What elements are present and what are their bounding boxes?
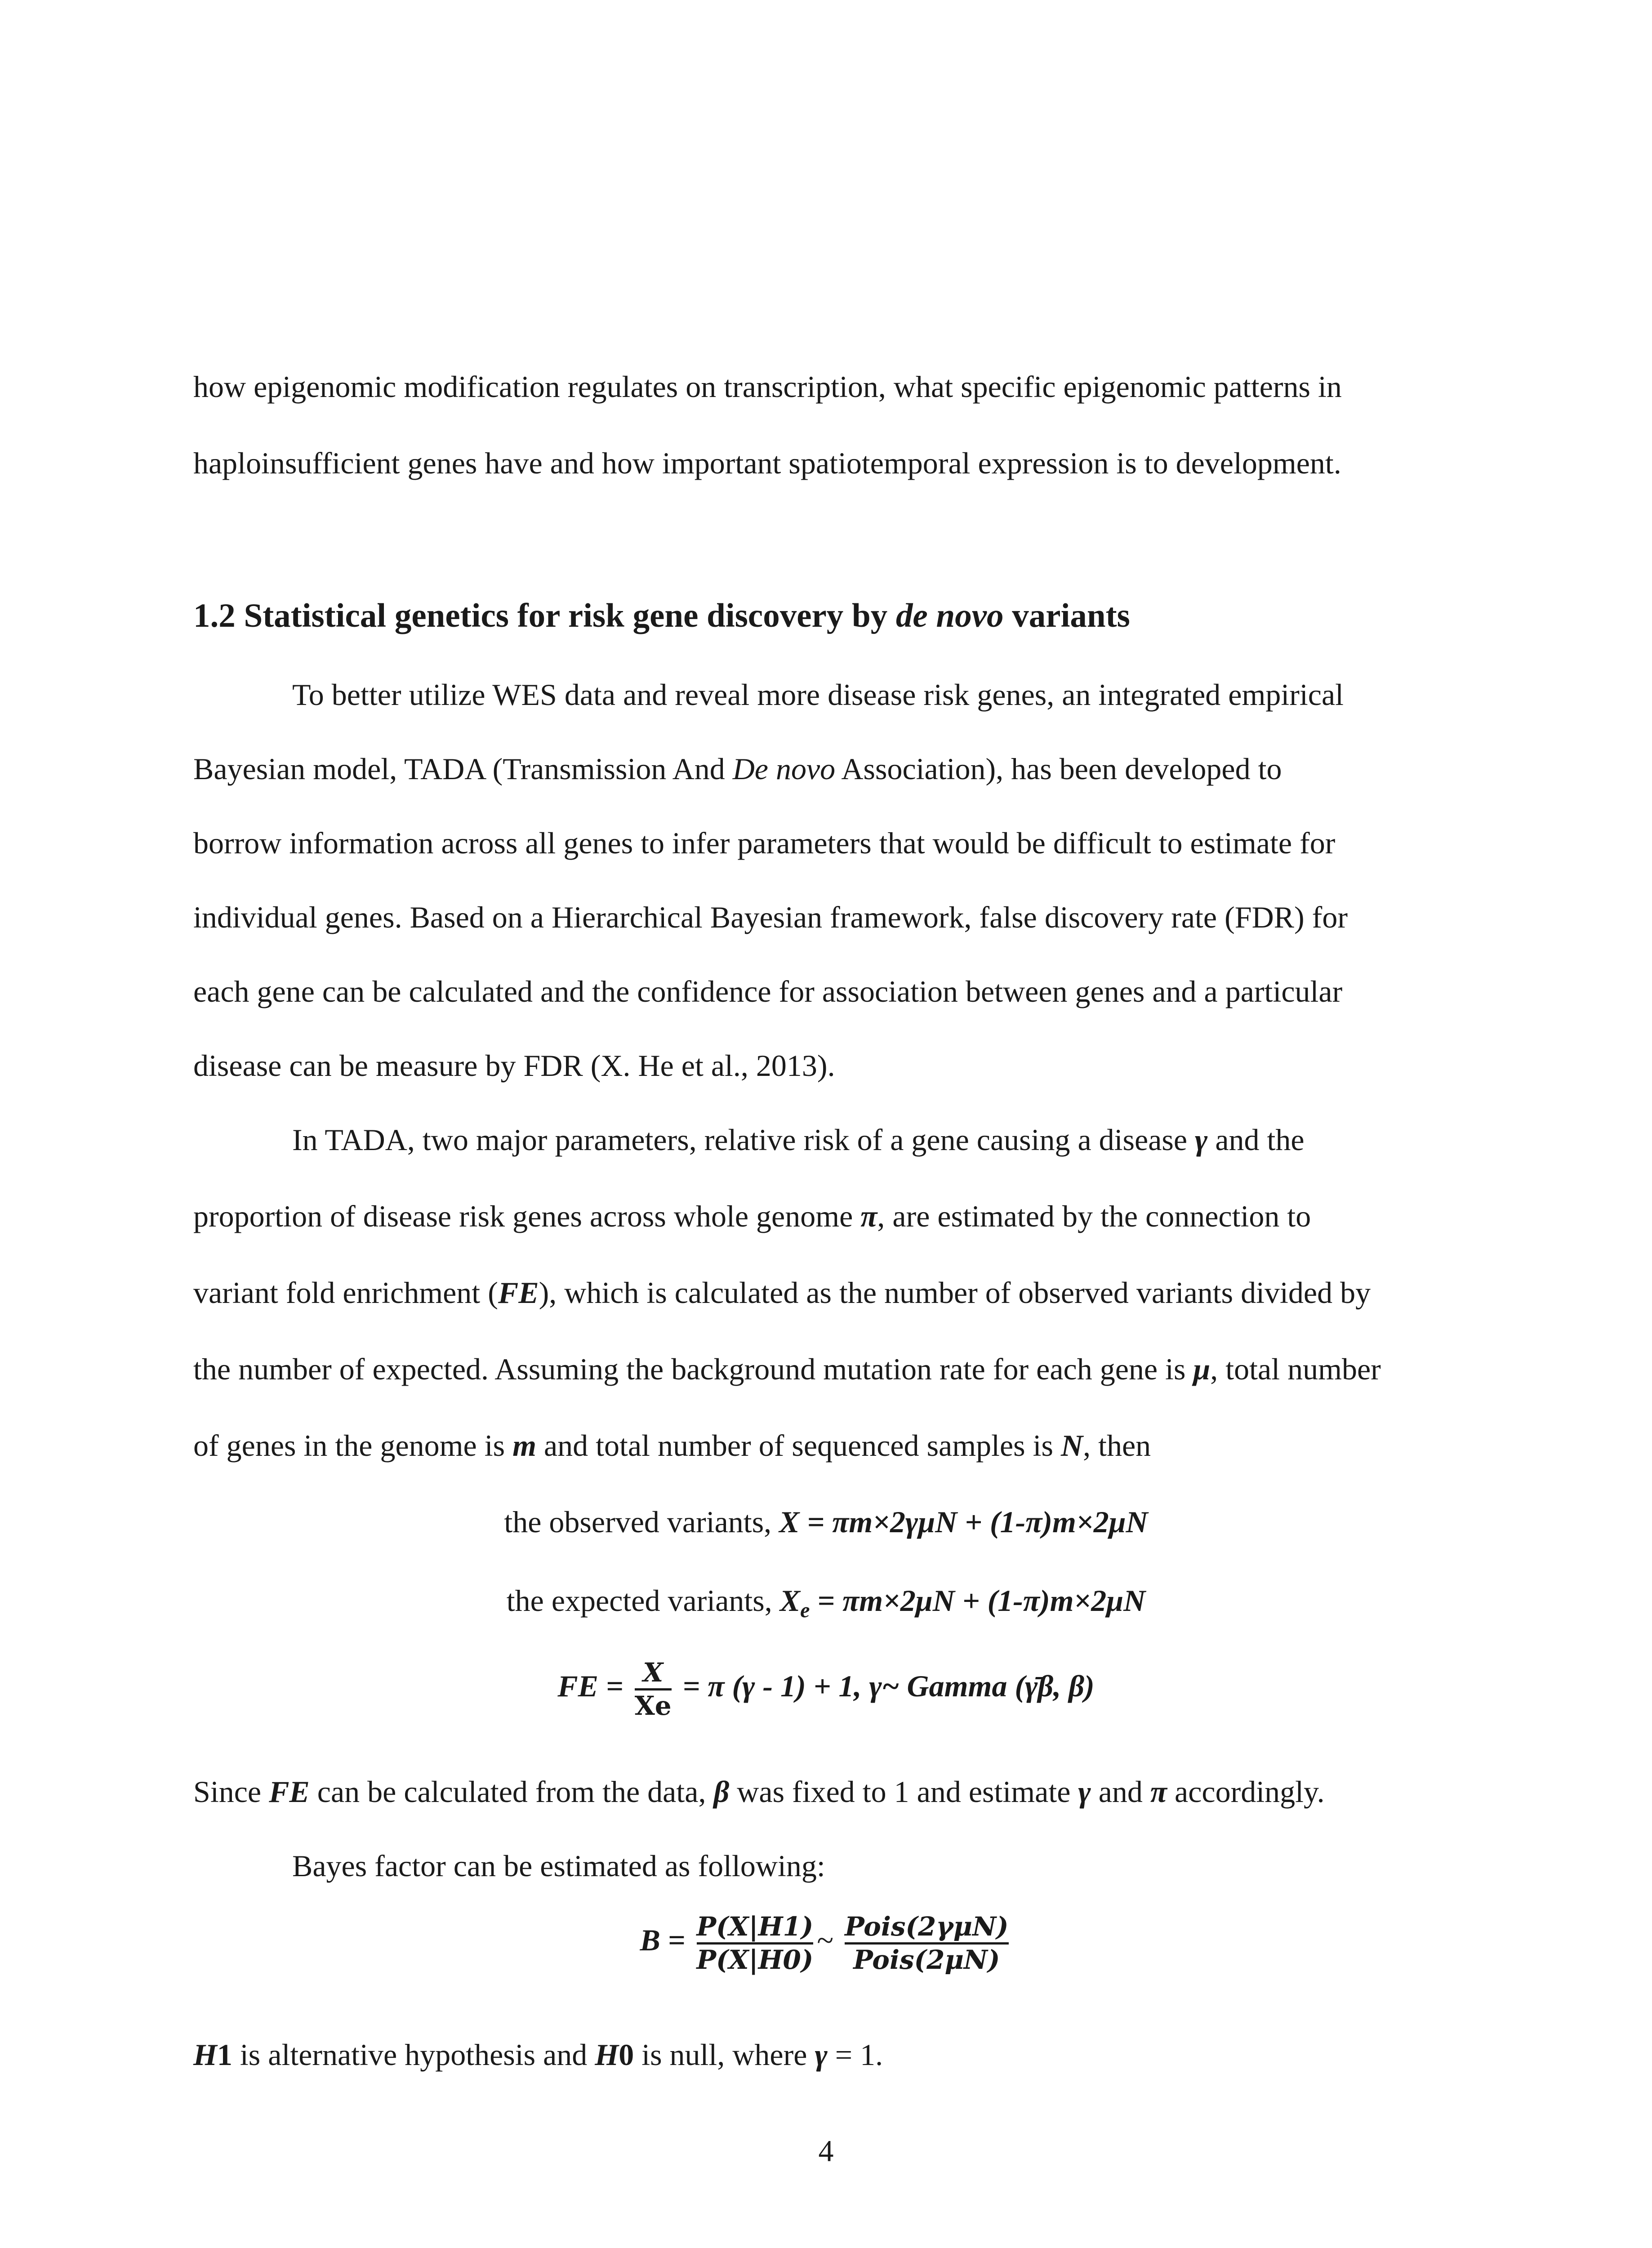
- fe-lhs: FE =: [557, 1669, 623, 1703]
- expected-subscript: e: [800, 1598, 810, 1622]
- fe-symbol: FE: [498, 1276, 539, 1310]
- para2-line-5: [193, 1427, 1151, 1463]
- para4-text-a: is alternative hypothesis and: [232, 2038, 595, 2072]
- heading-text-b: variants: [1003, 597, 1130, 634]
- para2-line-1-a: In TADA, two major parameters, relative risk of a gene causing a disease: [292, 1123, 1195, 1157]
- para3-line-1-d: and: [1091, 1775, 1150, 1809]
- para1-line-2-a: Bayesian model, TADA (Transmission And: [193, 752, 733, 786]
- para4-line: [193, 2037, 883, 2073]
- para2-line-3-a: variant fold enrichment (: [193, 1276, 498, 1310]
- para2-line-5-c: , then: [1083, 1428, 1151, 1463]
- observed-label: the observed variants,: [504, 1505, 779, 1539]
- para3-line-1-e: accordingly.: [1167, 1775, 1325, 1809]
- section-heading: [193, 598, 1130, 634]
- para2-line-4-b: , total number: [1210, 1352, 1381, 1386]
- tilde-symbol: ~: [817, 1923, 834, 1957]
- bayes-lhs: B =: [640, 1923, 686, 1957]
- para2-line-2-b: , are estimated by the connection to: [877, 1199, 1311, 1233]
- fe-symbol-2: FE: [269, 1775, 310, 1809]
- mu-symbol: μ: [1193, 1352, 1211, 1386]
- para2-line-5-b: and total number of sequenced samples is: [536, 1428, 1061, 1463]
- fe-equation: [0, 1657, 1652, 1720]
- bayes-num-1: P(X|H1): [696, 1911, 814, 1942]
- beta-symbol: β: [713, 1775, 730, 1809]
- para3-line-1-c: was fixed to 1 and estimate: [729, 1775, 1078, 1809]
- para1-line-6: disease can be measure by FDR (X. He et al., 2013).: [193, 1048, 835, 1083]
- n-symbol: N: [1061, 1428, 1083, 1463]
- gamma-symbol-3: γ: [815, 2038, 828, 2072]
- observed-formula: X = πm×2γμN + (1-π)m×2μN: [779, 1505, 1148, 1539]
- fe-rhs: = π (γ - 1) + 1, γ~ Gamma (γ̄β, β): [682, 1669, 1095, 1703]
- fe-fraction: [635, 1659, 672, 1720]
- para3-line-1-a: Since: [193, 1775, 269, 1809]
- bayes-den-2: Pois(2μN): [853, 1944, 1000, 1975]
- bayes-den-1: P(X|H0): [696, 1944, 814, 1975]
- para2-line-1: [292, 1122, 1305, 1158]
- expected-equation: [0, 1583, 1652, 1628]
- fe-denominator: Xe: [634, 1690, 672, 1721]
- h1-symbol: H: [193, 2038, 217, 2072]
- para2-line-3: [193, 1275, 1371, 1311]
- expected-label: the expected variants,: [506, 1583, 780, 1618]
- para2-line-1-b: and the: [1207, 1123, 1305, 1157]
- observed-equation: [0, 1504, 1652, 1540]
- para1-line-5: each gene can be calculated and the confidence for association between genes and a particular: [193, 974, 1343, 1008]
- expected-formula: = πm×2μN + (1-π)m×2μN: [810, 1583, 1146, 1618]
- heading-text-a: 1.2 Statistical genetics for risk gene discovery by: [193, 597, 896, 634]
- m-symbol: m: [512, 1428, 536, 1463]
- para1-line-4: individual genes. Based on a Hierarchical Bayesian framework, false discovery rate (FDR) for: [193, 900, 1348, 934]
- para2-line-2: [193, 1198, 1311, 1234]
- h0-symbol: H: [595, 2038, 619, 2072]
- gamma-symbol-2: γ: [1078, 1775, 1091, 1809]
- para4-text-b: is null, where: [634, 2038, 815, 2072]
- bayes-fraction-1: [697, 1913, 814, 1974]
- para2-line-5-a: of genes in the genome is: [193, 1428, 513, 1463]
- para2-line-2-a: proportion of disease risk genes across whole genome: [193, 1199, 861, 1233]
- para2-line-3-b: ), which is calculated as the number of observed variants divided by: [539, 1276, 1371, 1310]
- para3-line-1: [193, 1774, 1325, 1810]
- para2-line-4: [193, 1351, 1381, 1387]
- para1-line-2-b: Association), has been developed to: [835, 752, 1282, 786]
- page-number: 4: [818, 2134, 834, 2168]
- para1-line-2: [193, 751, 1282, 787]
- fe-numerator: X: [643, 1657, 663, 1688]
- intro-line-1: how epigenomic modification regulates on transcription, what specific epigenomic patterns in: [193, 370, 1342, 404]
- bayes-equation: [0, 1909, 1652, 1974]
- intro-line-2: haploinsufficient genes have and how important spatiotemporal expression is to development.: [193, 446, 1341, 480]
- para1-line-1: To better utilize WES data and reveal more disease risk genes, an integrated empirical: [292, 678, 1344, 712]
- para3-line-1-b: can be calculated from the data,: [309, 1775, 714, 1809]
- h1-number: 1: [217, 2038, 232, 2072]
- pi-symbol: π: [860, 1199, 877, 1233]
- expected-x: X: [779, 1583, 801, 1618]
- para4-text-c: = 1.: [827, 2038, 883, 2072]
- para2-line-4-a: the number of expected. Assuming the background mutation rate for each gene is: [193, 1352, 1193, 1386]
- bayes-fraction-2: [845, 1913, 1008, 1974]
- para3-line-2: Bayes factor can be estimated as following:: [292, 1849, 825, 1883]
- gamma-symbol: γ: [1195, 1123, 1208, 1157]
- bayes-num-2: Pois(2γμN): [845, 1911, 1009, 1942]
- pi-symbol-2: π: [1150, 1775, 1167, 1809]
- h0-number: 0: [619, 2038, 634, 2072]
- heading-italic: de novo: [896, 597, 1004, 634]
- para1-line-2-italic: De novo: [732, 752, 836, 786]
- para1-line-3: borrow information across all genes to infer parameters that would be difficult to estimate for: [193, 826, 1336, 860]
